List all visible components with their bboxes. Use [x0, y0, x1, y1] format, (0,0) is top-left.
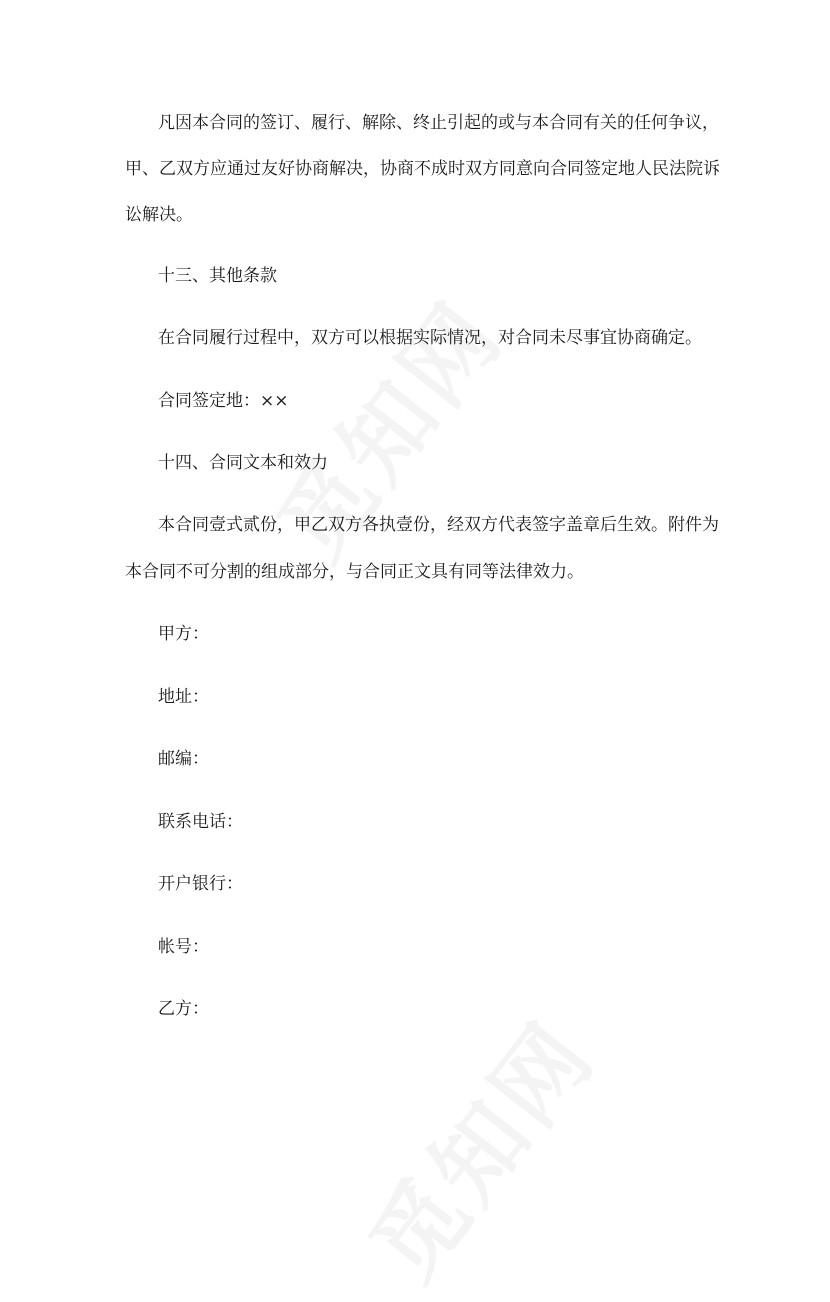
dispute-clause-line-1: 凡因本合同的签订、履行、解除、终止引起的或与本合同有关的任何争议， — [158, 113, 719, 133]
section-14-heading: 十四、合同文本和效力 — [158, 453, 328, 473]
dispute-clause-line-2: 甲、乙双方应通过友好协商解决，协商不成时双方同意向合同签定地人民法院诉 — [125, 159, 720, 179]
section-14-line-1: 本合同壹式贰份，甲乙双方各执壹份，经双方代表签字盖章后生效。附件为 — [158, 515, 719, 535]
postcode-label: 邮编： — [158, 749, 209, 769]
party-a-label: 甲方： — [158, 624, 209, 644]
section-13-paragraph: 在合同履行过程中，双方可以根据实际情况，对合同未尽事宜协商确定。 — [158, 328, 702, 348]
bank-label: 开户银行： — [158, 874, 243, 894]
signing-place: 合同签定地：×× — [158, 391, 289, 411]
section-14-line-2: 本合同不可分割的组成部分，与合同正文具有同等法律效力。 — [125, 562, 584, 582]
watermark — [334, 990, 619, 1302]
party-b-label: 乙方： — [158, 999, 209, 1019]
dispute-clause-line-3: 讼解决。 — [125, 205, 193, 225]
address-label: 地址： — [158, 687, 209, 707]
section-13-heading: 十三、其他条款 — [158, 266, 277, 286]
phone-label: 联系电话： — [158, 812, 243, 832]
account-label: 帐号： — [158, 937, 209, 957]
